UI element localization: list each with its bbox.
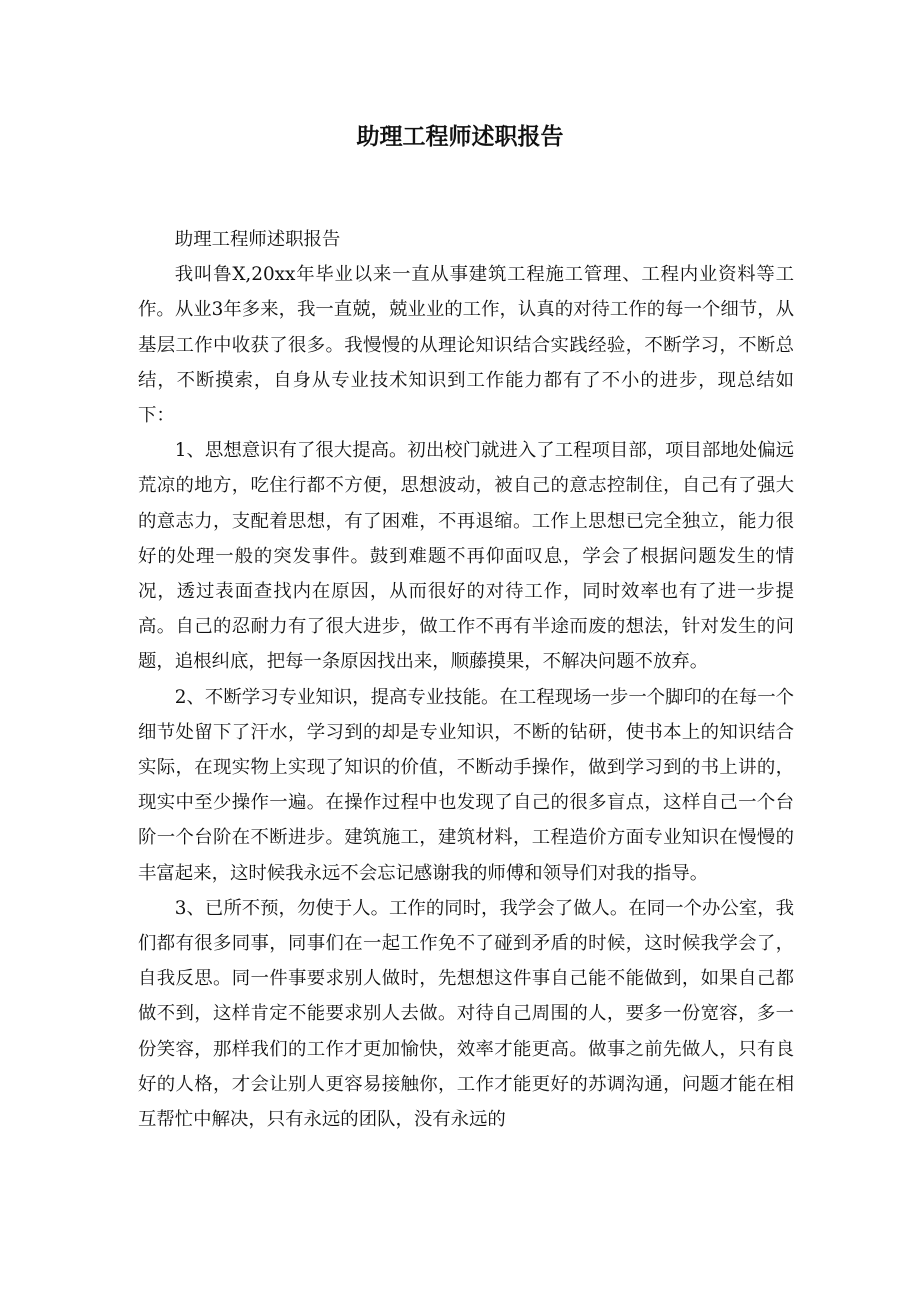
document-body [138,222,794,1137]
document-title: 助理工程师述职报告 [356,124,564,150]
paragraph-point-1: 1、思想意识有了很大提高。初出校门就进入了工程项目部，项目部地处偏远荒凉的地方，吃住行都不方便，思想波动，被自己的意志控制住，自己有了强大的意志力，支配着思想，有了困难，不再退缩。工作上思想已完全独立，能力很好的处理一般的突发事件。鼓到难题不再仰面叹息，学会了根据问题发生的情况，透过表面查找内在原因，从而很好的对待工作，同时效率也有了进一步提高。自己的忍耐力有了很大进步，做工作不再有半途而废的想法，针对发生的问题，追根纠底，把每一条原因找出来，顺藤摸果，不解决问题不放弃。 [138,440,794,673]
paragraph-intro: 我叫鲁X,20xx年毕业以来一直从事建筑工程施工管理、工程内业资料等工作。从业3年多来，我一直兢，兢业业的工作，认真的对待工作的每一个细节，从基层工作中收获了很多。我慢慢的从理论知识结合实践经验，不断学习，不断总结，不断摸索，自身从专业技术知识到工作能力都有了不小的进步，现总结如下： [138,264,794,427]
paragraph-heading: 助理工程师述职报告 [174,229,341,250]
paragraph-point-2: 2、不断学习专业知识，提高专业技能。在工程现场一步一个脚印的在每一个细节处留下了汗水，学习到的却是专业知识，不断的钻研，使书本上的知识结合实际，在现实物上实现了知识的价值，不断动手操作，做到学习到的书上讲的，现实中至少操作一遍。在操作过程中也发现了自己的很多盲点，这样自己一个台阶一个台阶在不断进步。建筑施工，建筑材料，工程造价方面专业知识在慢慢的丰富起来，这时候我永远不会忘记感谢我的师傅和领导们对我的指导。 [138,686,794,884]
paragraph-point-3: 3、已所不预，勿使于人。工作的同时，我学会了做人。在同一个办公室，我们都有很多同事，同事们在一起工作免不了碰到矛盾的时候，这时候我学会了，自我反思。同一件事要求别人做时，先想想这件事自己能不能做到，如果自己都做不到，这样肯定不能要求别人去做。对待自己周围的人，要多一份宽容，多一份笑容，那样我们的工作才更加愉快，效率才能更高。做事之前先做人，只有良好的人格，才会让别人更容易接触你，工作才能更好的苏调沟通，问题才能在相互帮忙中解决，只有永远的团队，没有永远的 [138,897,794,1131]
